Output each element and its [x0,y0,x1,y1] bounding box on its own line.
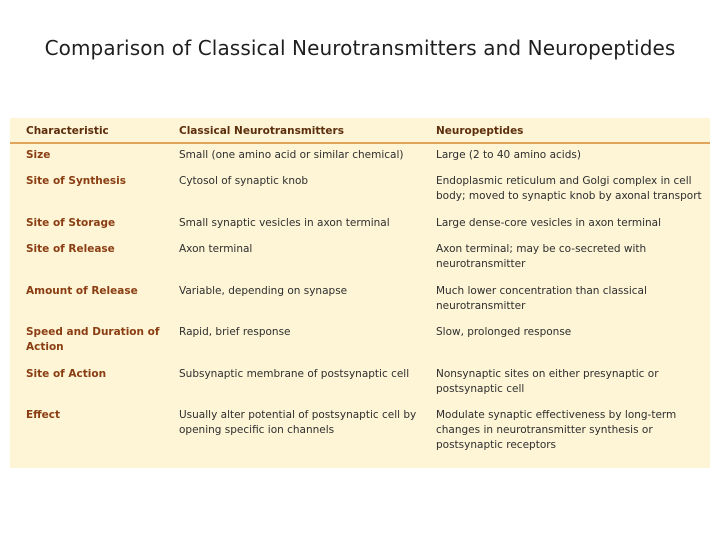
cell-classical: Axon terminal [179,243,253,255]
cell-classical: Rapid, brief response [179,326,291,338]
cell-classical: Usually alter potential of postsynaptic cell by opening specific ion channels [179,409,417,436]
table-header-row [10,118,710,144]
cell-neuropeptides: Modulate synaptic effectiveness by long-term changes in neurotransmitter synthesis or postsynaptic receptors [436,409,677,451]
row-label-site-of-release: Site of Release [26,243,115,255]
row-label-site-of-action: Site of Action [26,368,107,380]
header-characteristic: Characteristic [26,125,109,137]
cell-neuropeptides: Slow, prolonged response [436,326,572,338]
row-label-site-of-synthesis: Site of Synthesis [26,175,126,187]
slide-title: Comparison of Classical Neurotransmitters and Neuropeptides [44,36,676,60]
cell-neuropeptides: Axon terminal; may be co-secreted with neurotransmitter [436,243,647,270]
cell-neuropeptides: Nonsynaptic sites on either presynaptic or postsynaptic cell [436,368,659,395]
cell-classical: Cytosol of synaptic knob [179,175,309,187]
header-neuropeptides: Neuropeptides [436,125,524,137]
cell-classical: Small synaptic vesicles in axon terminal [179,217,390,229]
cell-neuropeptides: Much lower concentration than classical neurotransmitter [436,285,647,312]
cell-neuropeptides: Endoplasmic reticulum and Golgi complex in cell body; moved to synaptic knob by axonal transport [436,175,702,202]
comparison-table [10,118,710,468]
row-label-speed-and-duration: Speed and Duration of Action [26,326,160,353]
cell-neuropeptides: Large dense-core vesicles in axon terminal [436,217,661,229]
row-label-amount-of-release: Amount of Release [26,285,138,297]
row-label-effect: Effect [26,409,61,421]
cell-neuropeptides: Large (2 to 40 amino acids) [436,149,581,161]
row-label-site-of-storage: Site of Storage [26,217,116,229]
row-label-size: Size [26,149,51,161]
header-classical-neurotransmitters: Classical Neurotransmitters [179,125,344,137]
cell-classical: Subsynaptic membrane of postsynaptic cell [179,368,410,380]
cell-classical: Small (one amino acid or similar chemical) [179,149,404,161]
cell-classical: Variable, depending on synapse [179,285,348,297]
